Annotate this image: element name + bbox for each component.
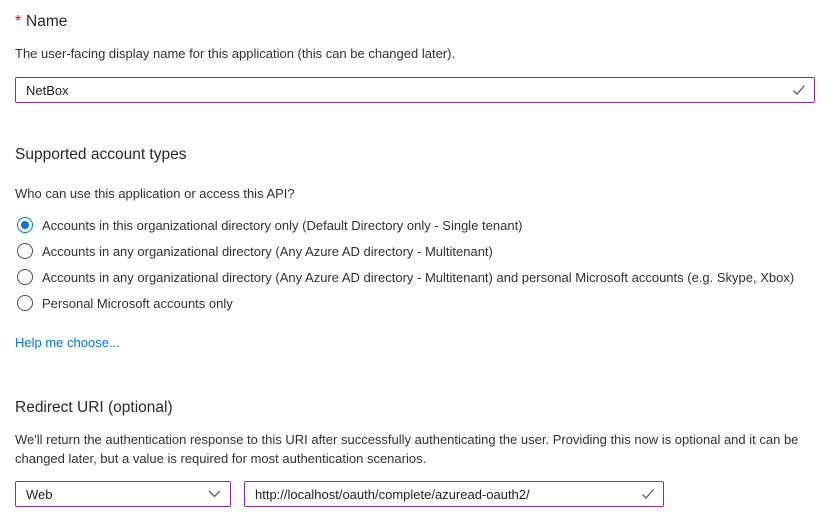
help-me-choose-link[interactable]: Help me choose... xyxy=(15,335,120,350)
account-types-question: Who can use this application or access this API? xyxy=(15,186,295,201)
redirect-uri-input[interactable] xyxy=(244,481,664,507)
platform-select-value: Web xyxy=(26,486,53,502)
name-description: The user-facing display name for this application (this can be changed later). xyxy=(15,46,456,61)
radio-option-label: Accounts in any organizational directory (Any Azure AD directory - Multitenant) xyxy=(42,243,493,259)
name-title-text: Name xyxy=(26,13,68,30)
radio-button-icon xyxy=(17,243,33,259)
name-input-value: NetBox xyxy=(26,82,69,98)
radio-button-icon xyxy=(17,269,33,285)
radio-option-personal-only[interactable] xyxy=(15,290,815,316)
radio-button-icon xyxy=(17,217,33,233)
radio-option-single-tenant[interactable] xyxy=(15,212,815,238)
account-types-title: Supported account types xyxy=(15,146,187,163)
radio-option-multitenant-personal[interactable] xyxy=(15,264,815,290)
platform-select[interactable] xyxy=(15,481,231,507)
radio-option-multitenant[interactable] xyxy=(15,238,815,264)
redirect-uri-description: We'll return the authentication response to this URI after successfully authenticating the user. Providing this now is optional and it can be changed later, but a value is required for most authentication scenarios. xyxy=(15,432,799,466)
redirect-uri-controls xyxy=(15,481,815,507)
required-asterisk: * xyxy=(15,13,22,30)
radio-button-icon xyxy=(17,295,33,311)
chevron-down-icon xyxy=(208,490,221,498)
checkmark-icon xyxy=(792,84,806,96)
radio-option-label: Accounts in any organizational directory (Any Azure AD directory - Multitenant) and personal Microsoft accounts (e.g. Skype, Xbox) xyxy=(42,269,795,285)
name-section-title xyxy=(15,12,815,32)
redirect-uri-value: http://localhost/oauth/complete/azuread-oauth2/ xyxy=(255,486,530,502)
checkmark-icon xyxy=(641,488,655,500)
account-type-radio-group xyxy=(15,212,815,316)
name-input[interactable] xyxy=(15,77,815,103)
redirect-uri-title: Redirect URI (optional) xyxy=(15,399,173,416)
radio-option-label: Accounts in this organizational directory only (Default Directory only - Single tenant) xyxy=(42,217,523,233)
radio-option-label: Personal Microsoft accounts only xyxy=(42,295,233,311)
